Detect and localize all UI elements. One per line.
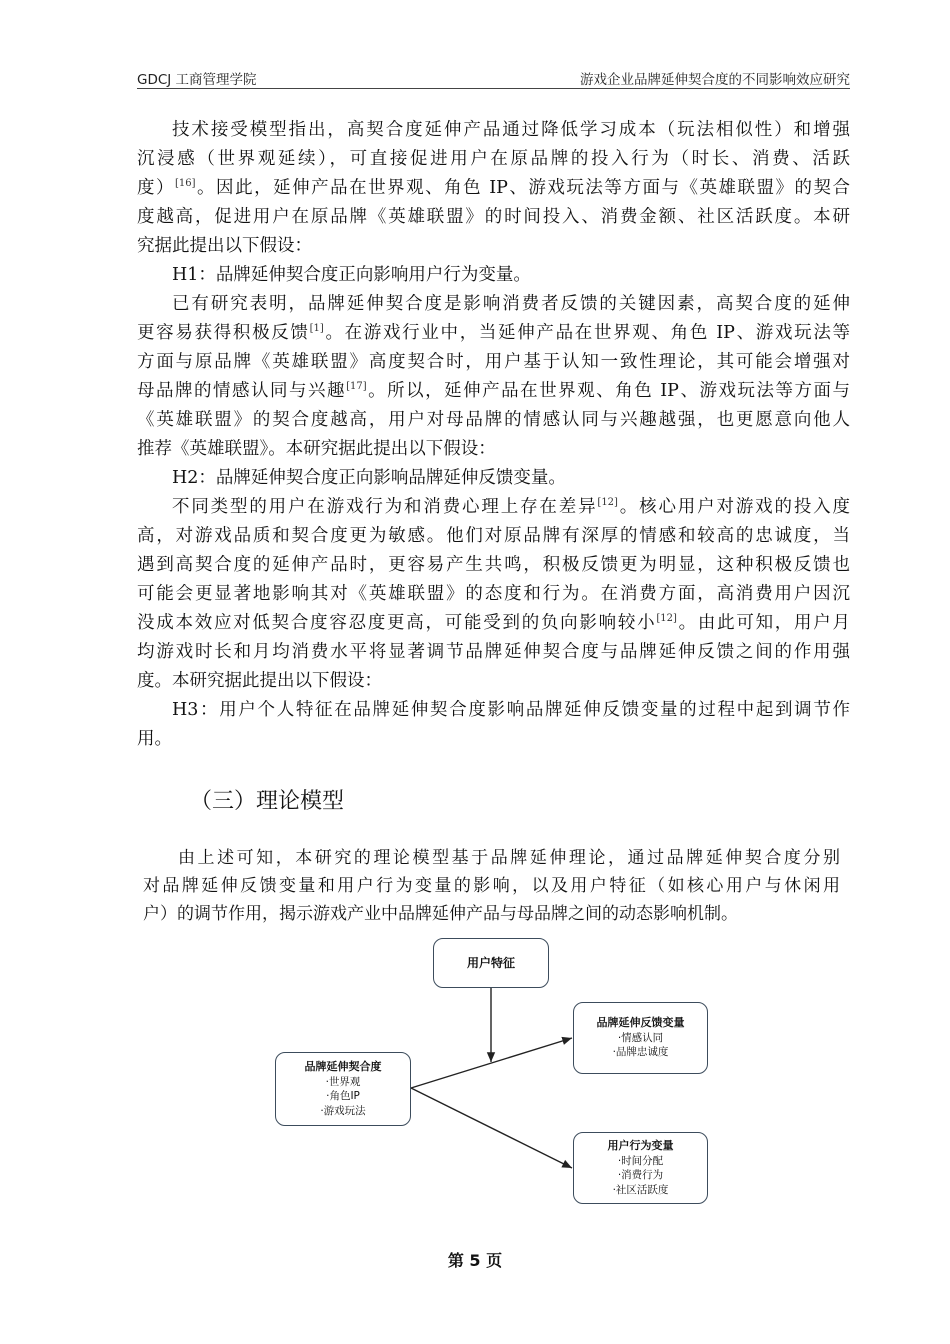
node-item: ·品牌忠诚度 <box>612 1046 669 1059</box>
text-segment: 可能会更显著地影响其对《英雄联盟》的态度和行为。在消费方面，高消费用户因沉 <box>137 584 850 604</box>
text-segment: 。因此，延伸产品在世界观、角色 IP、游戏玩法等方面与《英雄联盟》的契合 <box>195 178 851 198</box>
text-segment: 度越高，促进用户在原品牌《英雄联盟》的时间投入、消费金额、社区活跃度。本研 <box>137 207 850 227</box>
node-item: ·时间分配 <box>617 1154 664 1167</box>
text-segment: H1：品牌延伸契合度正向影响用户行为变量。 <box>172 265 531 285</box>
text-segment: 遇到高契合度的延伸产品时，更容易产生共鸣，积极反馈更为明显，这种积极反馈也 <box>137 555 850 575</box>
text-segment: 户）的调节作用，揭示游戏产业中品牌延伸产品与母品牌之间的动态影响机制。 <box>143 904 738 924</box>
node-title: 品牌延伸反馈变量 <box>596 1016 685 1030</box>
text-segment: 推荐《英雄联盟》。本研究据此提出以下假设： <box>137 439 496 459</box>
text-segment: 均游戏时长和月均消费水平将显著调节品牌延伸契合度与品牌延伸反馈之间的作用强 <box>137 642 850 662</box>
citation: [12] <box>597 497 618 508</box>
text-segment: 用。 <box>137 729 172 749</box>
node-title: 用户特征 <box>466 955 515 970</box>
node-item: ·情感认同 <box>617 1031 664 1044</box>
page-number: 第 5 页 <box>447 1251 503 1270</box>
node-item: ·角色IP <box>326 1090 360 1102</box>
text-segment: 方面与原品牌《英雄联盟》高度契合时，用户基于认知一致性理论，其可能会增强对 <box>137 352 850 372</box>
header-paper-title: 游戏企业品牌延伸契合度的不同影响效应研究 <box>580 72 850 88</box>
text-segment: 《英雄联盟》的契合度越高，用户对母品牌的情感认同与兴趣越强，也更愿意向他人 <box>137 410 850 430</box>
text-segment: 对品牌延伸反馈变量和用户行为变量的影响，以及用户特征（如核心用户与休闲用 <box>143 876 840 896</box>
node-title: 用户行为变量 <box>607 1139 674 1152</box>
section-heading: （三）理论模型 <box>190 789 345 814</box>
node-item: ·世界观 <box>325 1075 361 1088</box>
text-segment: 不同类型的用户在游戏行为和消费心理上存在差异 <box>172 497 598 517</box>
node-feedback <box>573 1002 708 1074</box>
text-segment: 高，对游戏品质和契合度更为敏感。他们对原品牌有深厚的情感和较高的忠诚度，当 <box>137 526 850 546</box>
citation: [1] <box>309 323 324 334</box>
node-item: ·消费行为 <box>617 1169 664 1181</box>
text-segment: 。所以，延伸产品在世界观、角色 IP、游戏玩法等方面与 <box>366 381 851 401</box>
citation: [16] <box>175 178 196 189</box>
node-item: ·社区活跃度 <box>612 1183 669 1196</box>
text-segment: 沉浸感（世界观延续），可直接促进用户在原品牌的投入行为（时长、消费、活跃 <box>137 149 850 169</box>
arrow-fit-to-behavior <box>411 1088 572 1168</box>
text-segment: 已有研究表明，品牌延伸契合度是影响消费者反馈的关键因素，高契合度的延伸 <box>172 294 850 314</box>
text-segment: H3：用户个人特征在品牌延伸契合度影响品牌延伸反馈变量的过程中起到调节作 <box>172 700 850 720</box>
text-segment: 度） <box>137 178 176 198</box>
text-segment: 。核心用户对游戏的投入度 <box>617 497 851 517</box>
node-user-traits <box>433 938 549 988</box>
text-segment: H2：品牌延伸契合度正向影响品牌延伸反馈变量。 <box>172 468 566 488</box>
node-brand-fit <box>275 1052 411 1126</box>
citation: [12] <box>656 613 677 624</box>
citation: [17] <box>346 381 367 392</box>
node-behavior <box>573 1132 708 1204</box>
text-segment: 技术接受模型指出，高契合度延伸产品通过降低学习成本（玩法相似性）和增强 <box>172 120 850 140</box>
text-segment: 度。本研究据此提出以下假设： <box>137 671 382 691</box>
text-segment: 没成本效应对低契合度容忍度更高，可能受到的负向影响较小 <box>137 613 657 633</box>
text-segment: 更容易获得积极反馈 <box>137 323 310 343</box>
header-institution: GDCJ 工商管理学院 <box>137 72 257 88</box>
node-item: ·游戏玩法 <box>320 1104 366 1117</box>
text-segment: 。在游戏行业中，当延伸产品在世界观、角色 IP、游戏玩法等 <box>323 323 851 343</box>
text-segment: 。由此可知，用户月 <box>676 613 851 633</box>
node-title: 品牌延伸契合度 <box>304 1060 382 1073</box>
text-segment: 母品牌的情感认同与兴趣 <box>137 381 347 401</box>
text-segment: 由上述可知，本研究的理论模型基于品牌延伸理论，通过品牌延伸契合度分别 <box>178 848 840 868</box>
text-segment: 究据此提出以下假设： <box>137 236 312 256</box>
